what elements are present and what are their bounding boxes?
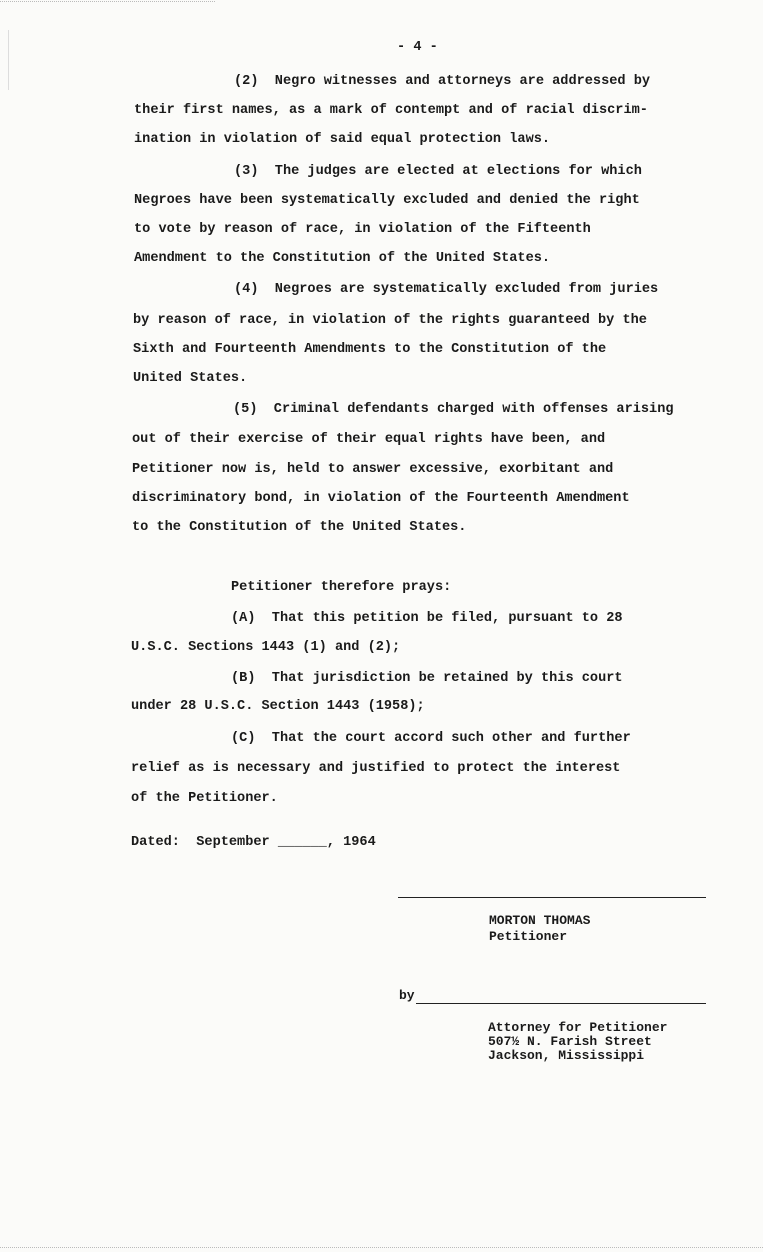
attorney-city: Jackson, Mississippi (488, 1048, 645, 1063)
paragraph-4-line-4: United States. (133, 371, 248, 386)
paragraph-5-line-2: out of their exercise of their equal rights have been, and (132, 432, 606, 447)
prayer-a-line-2: U.S.C. Sections 1443 (1) and (2); (131, 640, 401, 655)
prayer-a-line-1: (A) That this petition be filed, pursuant to 28 (231, 611, 623, 626)
paragraph-3-line-2: Negroes have been systematically excluded and denied the right (134, 193, 640, 208)
dated-line: Dated: September ______, 1964 (131, 835, 376, 850)
paragraph-2-line-1: (2) Negro witnesses and attorneys are addressed by (234, 74, 651, 89)
paragraph-3-line-1: (3) The judges are elected at elections for which (234, 164, 642, 179)
paragraph-4-line-2: by reason of race, in violation of the rights guaranteed by the (133, 313, 647, 328)
paragraph-4-line-3: Sixth and Fourteenth Amendments to the Constitution of the (133, 342, 607, 357)
scan-edge-top (0, 1, 215, 2)
paragraph-5-line-4: discriminatory bond, in violation of the Fourteenth Amendment (132, 491, 630, 506)
scan-edge-bottom (0, 1247, 763, 1248)
attorney-signature-line (416, 1003, 706, 1004)
prayer-heading: Petitioner therefore prays: (231, 580, 452, 595)
scan-edge-left (8, 30, 9, 90)
paragraph-5-line-5: to the Constitution of the United States. (132, 520, 467, 535)
prayer-b-line-2: under 28 U.S.C. Section 1443 (1958); (131, 699, 425, 714)
paragraph-3-line-3: to vote by reason of race, in violation of the Fifteenth (134, 222, 591, 237)
page-number: - 4 - (397, 40, 438, 55)
by-label: by (399, 988, 415, 1003)
attorney-street: 507½ N. Farish Street (488, 1034, 652, 1049)
paragraph-2-line-3: ination in violation of said equal protection laws. (134, 132, 551, 147)
prayer-c-line-2: relief as is necessary and justified to protect the interest (131, 761, 621, 776)
paragraph-2-line-2: their first names, as a mark of contempt and of racial discrim- (134, 103, 648, 118)
petitioner-name: MORTON THOMAS (489, 913, 591, 928)
prayer-b-line-1: (B) That jurisdiction be retained by this court (231, 671, 623, 686)
paragraph-5-line-1: (5) Criminal defendants charged with offenses arising (233, 402, 674, 417)
prayer-c-line-3: of the Petitioner. (131, 791, 278, 806)
petitioner-signature-line (398, 897, 706, 898)
paragraph-4-line-1: (4) Negroes are systematically excluded from juries (234, 282, 659, 297)
prayer-c-line-1: (C) That the court accord such other and further (231, 731, 631, 746)
paragraph-3-line-4: Amendment to the Constitution of the United States. (134, 251, 551, 266)
petitioner-role: Petitioner (489, 929, 568, 944)
paragraph-5-line-3: Petitioner now is, held to answer excessive, exorbitant and (132, 462, 614, 477)
attorney-title: Attorney for Petitioner (488, 1020, 668, 1035)
